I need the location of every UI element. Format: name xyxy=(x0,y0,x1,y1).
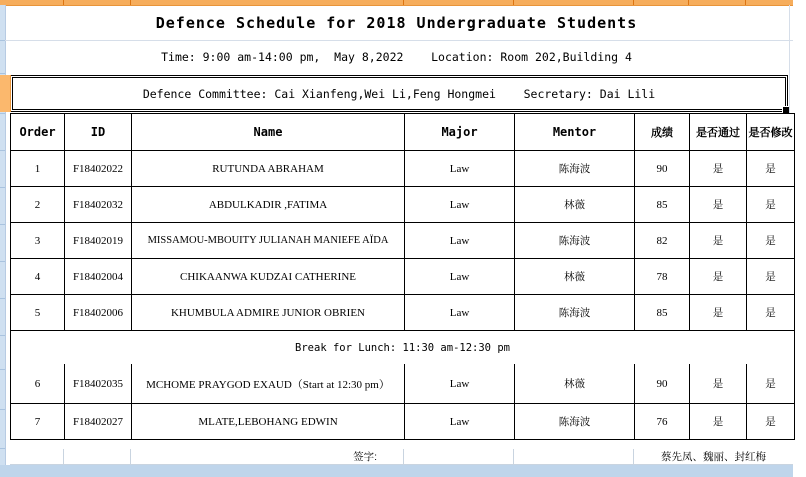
cell-revise[interactable]: 是 xyxy=(746,187,794,222)
selection-fill-handle-icon[interactable] xyxy=(783,107,789,113)
table-row xyxy=(11,186,794,222)
cell-id[interactable]: F18402027 xyxy=(64,404,131,439)
table-row xyxy=(11,403,794,439)
column-divider-tick xyxy=(130,0,131,5)
time-location-cell[interactable]: Time: 9:00 am-14:00 pm, May 8,2022 Location: Room 202,Building 4 xyxy=(161,50,632,64)
cell-score[interactable]: 76 xyxy=(634,404,689,439)
column-divider-tick xyxy=(403,0,404,5)
cell-revise[interactable]: 是 xyxy=(746,364,794,403)
cell-mentor[interactable]: 林薇 xyxy=(514,259,634,294)
signature-names-cell[interactable]: 蔡先凤、魏丽、封红梅 xyxy=(633,449,793,464)
cell-order[interactable]: 7 xyxy=(34,415,41,428)
column-divider-tick xyxy=(745,0,746,5)
row-divider xyxy=(0,261,5,262)
cell-name[interactable]: ABDULKADIR ,FATIMA xyxy=(131,187,404,222)
row-divider xyxy=(0,409,5,410)
cell-order[interactable]: 1 xyxy=(34,162,41,175)
cell-mentor[interactable]: 陈海波 xyxy=(514,295,634,330)
column-divider-tick xyxy=(633,0,634,5)
table-row xyxy=(11,364,794,403)
cell-major[interactable]: Law xyxy=(404,259,514,294)
signature-empty-cell[interactable] xyxy=(403,449,513,464)
header-order[interactable]: Order xyxy=(19,125,56,139)
cell-major[interactable]: Law xyxy=(404,151,514,186)
cell-major[interactable]: Law xyxy=(404,223,514,258)
cell-pass[interactable]: 是 xyxy=(689,404,746,439)
row-divider xyxy=(0,224,5,225)
table-row xyxy=(11,150,794,186)
cell-id[interactable]: F18402004 xyxy=(64,259,131,294)
header-major[interactable]: Major xyxy=(404,114,514,150)
cell-revise[interactable]: 是 xyxy=(746,151,794,186)
cell-order[interactable]: 6 xyxy=(34,377,41,390)
cell-pass[interactable]: 是 xyxy=(689,187,746,222)
cell-score[interactable]: 90 xyxy=(634,151,689,186)
header-revise[interactable]: 是否修改 xyxy=(746,114,794,150)
cell-major[interactable]: Law xyxy=(404,295,514,330)
cell-revise[interactable]: 是 xyxy=(746,223,794,258)
cell-revise[interactable]: 是 xyxy=(746,295,794,330)
sheet-title-cell[interactable]: Defence Schedule for 2018 Undergraduate Students xyxy=(155,13,638,32)
cell-score[interactable]: 82 xyxy=(634,223,689,258)
row-divider xyxy=(0,113,5,114)
row-divider xyxy=(0,73,5,74)
cell-score[interactable]: 78 xyxy=(634,259,689,294)
row-divider xyxy=(0,187,5,188)
cell-id[interactable]: F18402019 xyxy=(64,223,131,258)
cell-order[interactable]: 5 xyxy=(34,306,41,319)
cell-order[interactable]: 4 xyxy=(34,270,41,283)
cell-id[interactable]: F18402022 xyxy=(64,151,131,186)
table-row xyxy=(11,258,794,294)
cell-mentor[interactable]: 陈海波 xyxy=(514,223,634,258)
table-row xyxy=(11,222,794,258)
signature-empty-cell[interactable] xyxy=(63,449,130,464)
header-name[interactable]: Name xyxy=(131,114,404,150)
table-row xyxy=(11,294,794,330)
signature-row xyxy=(10,449,793,465)
cell-order[interactable]: 2 xyxy=(34,198,41,211)
cell-major[interactable]: Law xyxy=(404,187,514,222)
row-header-selected xyxy=(0,75,11,112)
cell-name[interactable]: RUTUNDA ABRAHAM xyxy=(131,151,404,186)
column-divider-tick xyxy=(688,0,689,5)
cell-revise[interactable]: 是 xyxy=(746,259,794,294)
cell-pass[interactable]: 是 xyxy=(689,151,746,186)
row-divider xyxy=(0,150,5,151)
column-divider-tick xyxy=(513,0,514,5)
row-divider xyxy=(0,448,5,449)
signature-empty-cell[interactable] xyxy=(513,449,633,464)
cell-pass[interactable]: 是 xyxy=(689,364,746,403)
lunch-break-row[interactable]: Break for Lunch: 11:30 am-12:30 pm xyxy=(11,330,794,364)
cell-pass[interactable]: 是 xyxy=(689,259,746,294)
row-divider xyxy=(0,298,5,299)
committee-text: Defence Committee: Cai Xianfeng,Wei Li,Feng Hongmei Secretary: Dai Lili xyxy=(142,86,656,101)
header-pass[interactable]: 是否通过 xyxy=(689,114,746,150)
row-headers-strip xyxy=(0,5,6,465)
cell-order[interactable]: 3 xyxy=(34,234,41,247)
cell-mentor[interactable]: 林薇 xyxy=(514,187,634,222)
cell-mentor[interactable]: 陈海波 xyxy=(514,404,634,439)
row-divider xyxy=(0,335,5,336)
cell-id[interactable]: F18402006 xyxy=(64,295,131,330)
cell-pass[interactable]: 是 xyxy=(689,223,746,258)
row-divider xyxy=(0,369,5,370)
cell-name[interactable]: CHIKAANWA KUDZAI CATHERINE xyxy=(131,259,404,294)
schedule-table xyxy=(10,113,795,440)
cell-id[interactable]: F18402032 xyxy=(64,187,131,222)
signature-empty-cell[interactable] xyxy=(10,449,63,464)
cell-revise[interactable]: 是 xyxy=(746,404,794,439)
cell-score[interactable]: 85 xyxy=(634,187,689,222)
cell-major[interactable]: Law xyxy=(404,404,514,439)
cell-major[interactable]: Law xyxy=(404,364,514,403)
cell-name[interactable]: MCHOME PRAYGOD EXAUD（Start at 12:30 pm） xyxy=(131,364,404,403)
header-id[interactable]: ID xyxy=(64,114,131,150)
committee-cell-selected[interactable] xyxy=(10,75,788,112)
cell-mentor[interactable]: 林薇 xyxy=(514,364,634,403)
cell-pass[interactable]: 是 xyxy=(689,295,746,330)
table-header-row xyxy=(11,114,794,150)
cell-id[interactable]: F18402035 xyxy=(64,364,131,403)
signature-label-cell[interactable]: 签字: xyxy=(130,449,403,464)
cell-score[interactable]: 90 xyxy=(634,364,689,403)
header-score[interactable]: 成绩 xyxy=(634,114,689,150)
header-mentor[interactable]: Mentor xyxy=(514,114,634,150)
cell-mentor[interactable]: 陈海波 xyxy=(514,151,634,186)
bottom-row-strip xyxy=(0,465,793,477)
cell-name[interactable]: MLATE,LEBOHANG EDWIN xyxy=(131,404,404,439)
column-divider-tick xyxy=(63,0,64,5)
cell-score[interactable]: 85 xyxy=(634,295,689,330)
cell-name[interactable]: KHUMBULA ADMIRE JUNIOR OBRIEN xyxy=(131,295,404,330)
cell-name[interactable]: MISSAMOU-MBOUITY JULIANAH MANIEFE AÏDA xyxy=(131,223,404,258)
